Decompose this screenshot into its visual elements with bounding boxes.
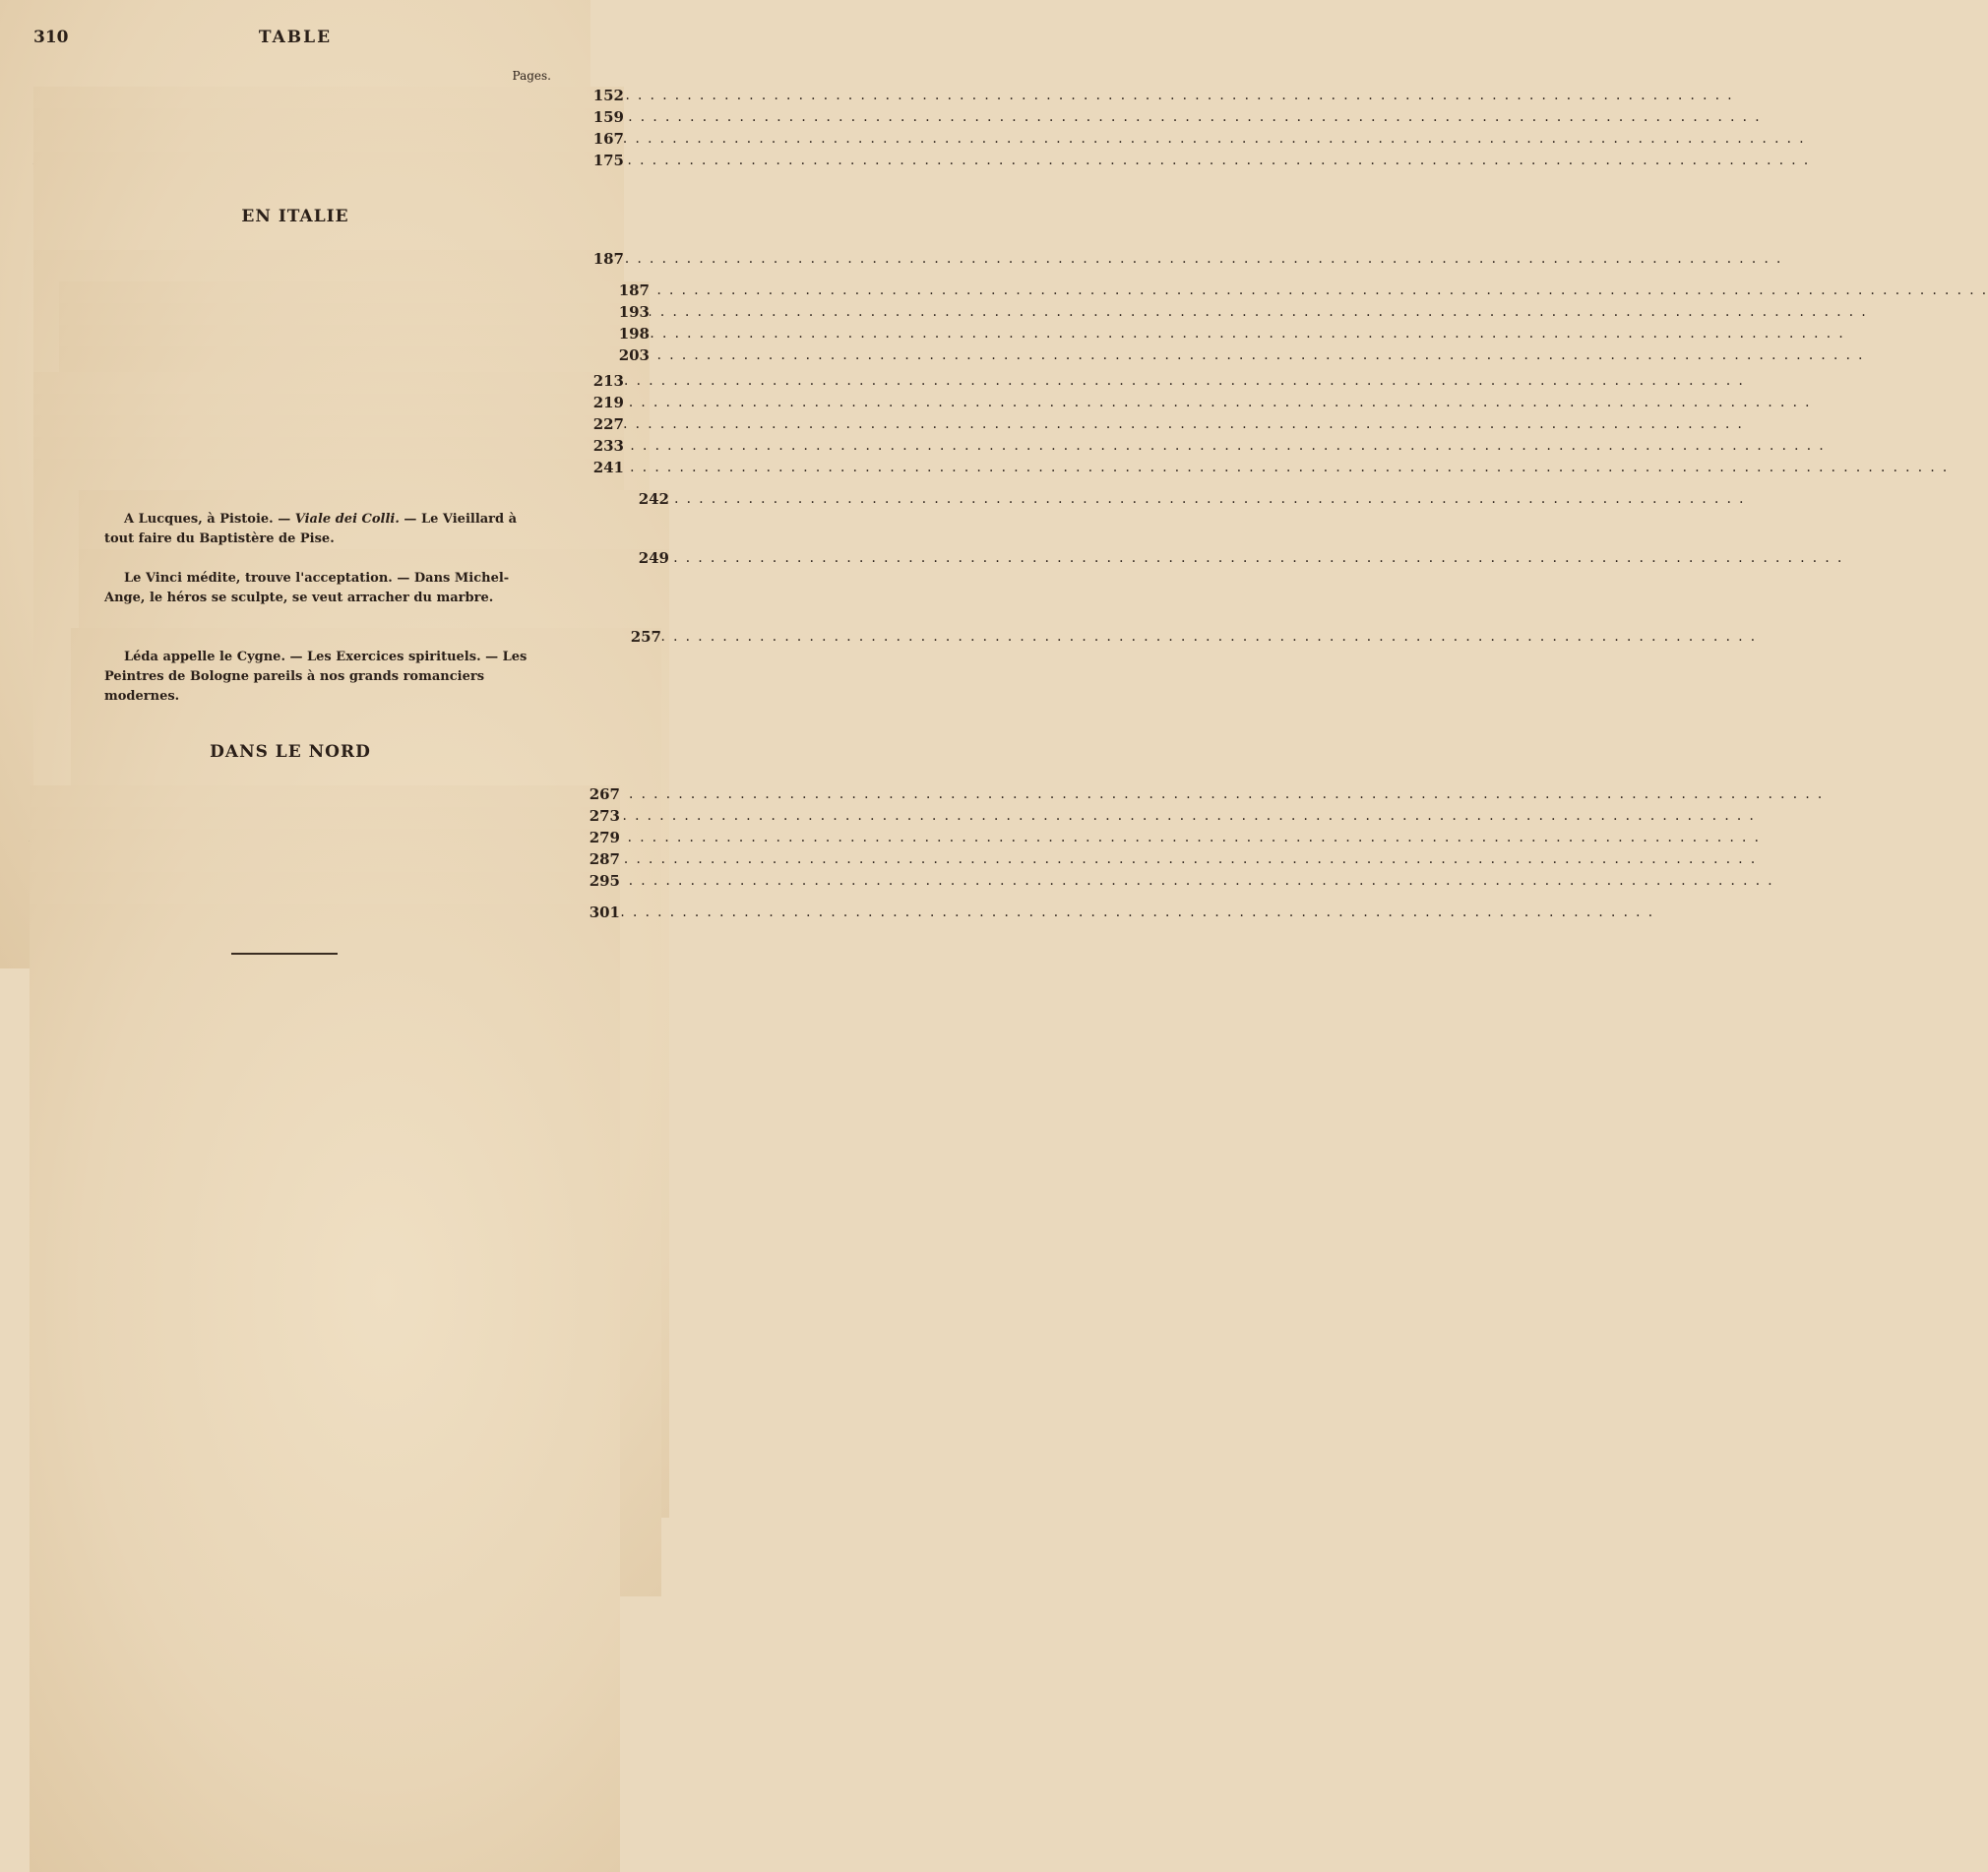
toc-entry[interactable]: [33, 372, 624, 390]
entry-page: 242: [79, 490, 669, 1459]
toc-subentry[interactable]: [79, 549, 669, 567]
entry-page: 152: [33, 87, 624, 1055]
entry-page: 287: [30, 850, 620, 1819]
running-head: TABLE: [258, 28, 333, 47]
toc-subentry[interactable]: [59, 346, 650, 364]
toc-entry-notes[interactable]: [30, 904, 620, 921]
entry-page: 187: [59, 281, 650, 1250]
toc-entry[interactable]: [33, 152, 624, 169]
subentry-summary: Le Vinci médite, trouve l'acceptation. — Dans Michel-Ange, le héros se sculpte, se veut arracher du marbre.: [104, 571, 510, 605]
entry-page: 233: [33, 437, 624, 1405]
entry-page: 295: [30, 872, 620, 1841]
end-rule: [231, 953, 338, 955]
entry-page: 213: [33, 372, 624, 1341]
entry-page: 241: [33, 459, 624, 1427]
entry-page: 167: [33, 130, 624, 1098]
entry-page: 187: [33, 250, 624, 1218]
toc-entry[interactable]: [30, 872, 620, 890]
book-page: [0, 0, 669, 968]
toc-entry[interactable]: [30, 829, 620, 846]
toc-entry[interactable]: [33, 87, 624, 104]
entry-page: 159: [33, 108, 624, 1077]
toc-entry[interactable]: [30, 850, 620, 868]
entry-page: 198: [59, 325, 650, 1293]
entry-page: 219: [33, 394, 624, 1362]
toc-entry[interactable]: [33, 459, 624, 477]
toc-subentry[interactable]: [59, 325, 650, 343]
toc-entry[interactable]: [33, 250, 624, 268]
subentry-summary: A Lucques, à Pistoie. — Viale dei Colli. — Le Vieillard à tout faire du Baptistère de Pise.: [104, 512, 518, 546]
toc-entry[interactable]: [33, 437, 624, 455]
pages-column-label: Pages.: [512, 69, 551, 83]
toc-subentry[interactable]: [59, 303, 650, 321]
section-heading-nord: DANS LE NORD: [210, 742, 371, 762]
entry-page: 193: [59, 303, 650, 1272]
toc-entry[interactable]: [33, 108, 624, 126]
entry-page: 301: [30, 904, 620, 1872]
toc-entry[interactable]: [33, 415, 624, 433]
toc-entry[interactable]: [33, 394, 624, 411]
toc-subentry[interactable]: [79, 490, 669, 508]
entry-page: 257: [71, 628, 661, 1596]
toc-subentry[interactable]: [59, 281, 650, 299]
entry-page: 175: [33, 152, 624, 1120]
entry-page: 267: [30, 785, 620, 1754]
toc-entry[interactable]: [33, 130, 624, 148]
entry-page: 203: [59, 346, 650, 1315]
entry-page: 227: [33, 415, 624, 1384]
toc-entry[interactable]: [30, 807, 620, 825]
entry-page: 249: [79, 549, 669, 1518]
section-heading-italie: EN ITALIE: [241, 207, 349, 226]
entry-page: 273: [30, 807, 620, 1776]
entry-page: 279: [30, 829, 620, 1797]
toc-entry[interactable]: [30, 785, 620, 803]
toc-subentry[interactable]: [71, 628, 661, 646]
subentry-summary: Léda appelle le Cygne. — Les Exercices spirituels. — Les Peintres de Bologne pareils à nos grands romanciers modernes.: [104, 650, 528, 704]
page-number: 310: [33, 28, 69, 47]
